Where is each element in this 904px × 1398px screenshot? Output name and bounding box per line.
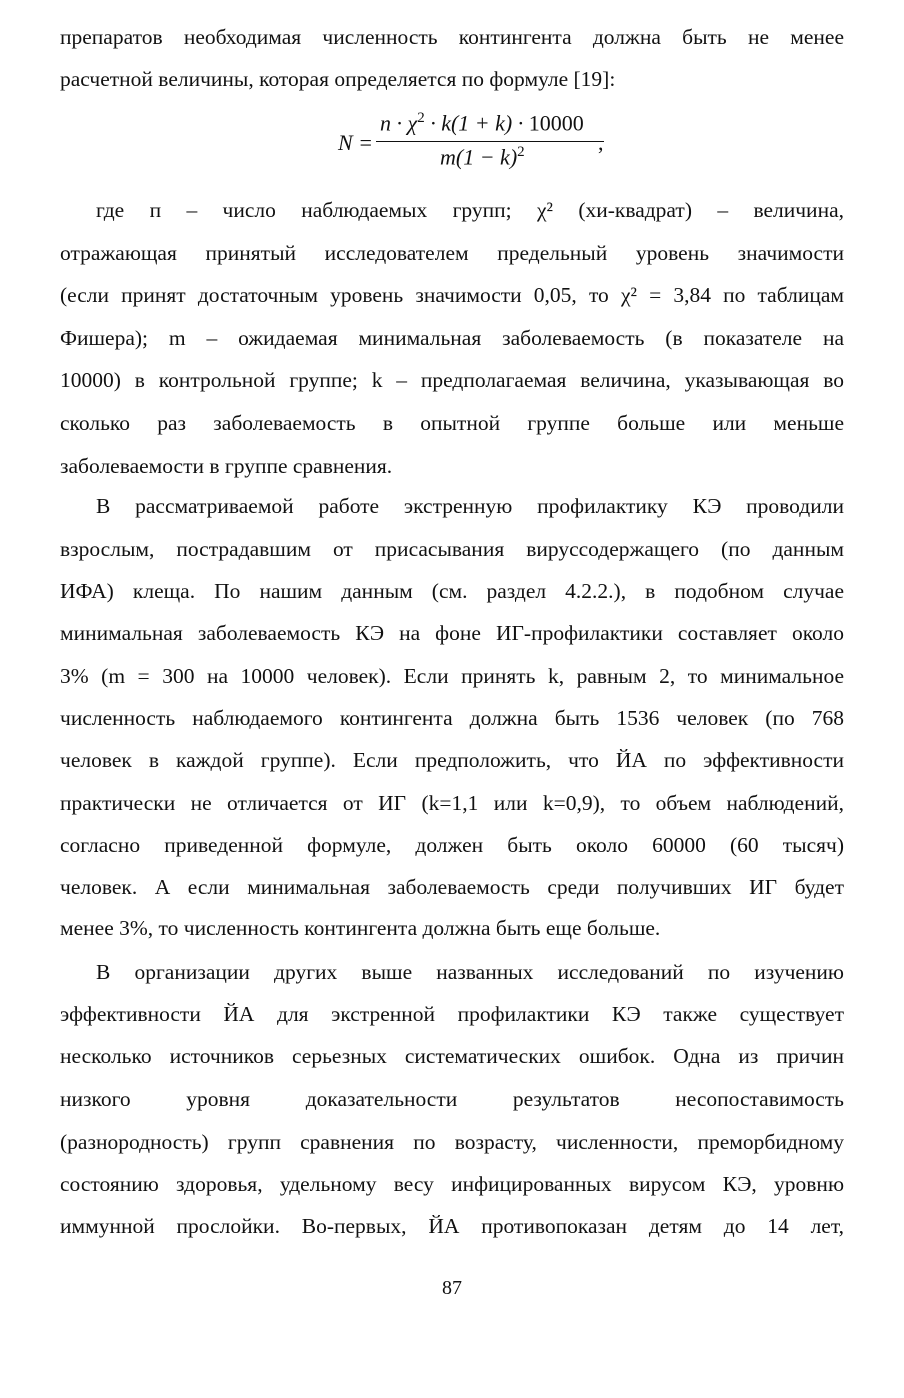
text-line: менее 3%, то численность контингента должна быть еще больше.: [60, 916, 661, 940]
text-line: практически не отличается от ИГ (k=1,1 или k=0,9), то объем наблюдений,: [60, 791, 844, 815]
text-line: численность наблюдаемого контингента должна быть 1536 человек (по 768: [60, 706, 844, 730]
text-line: где п – число наблюдаемых групп; χ² (хи-квадрат) – величина,: [96, 198, 844, 222]
text-line: состоянию здоровья, удельному весу инфицированных вирусом КЭ, уровню: [60, 1172, 844, 1196]
text-line: В организации других выше названных исследований по изучению: [96, 960, 844, 984]
text-line: 10000) в контрольной группе; k – предполагаемая величина, указывающая во: [60, 368, 844, 392]
formula: N = $n \cdot \chi^2 \cdot k(1 + k) \cdot 10000$ $m(1 - k)^2$ ,: [338, 110, 604, 170]
text-line: препаратов необходимая численность контингента должна быть не менее: [60, 25, 844, 49]
text-line: отражающая принятый исследователем предельный уровень значимости: [60, 241, 844, 265]
page-number: 87: [442, 1277, 462, 1299]
text-line: минимальная заболеваемость КЭ на фоне ИГ-профилактики составляет около: [60, 621, 844, 645]
text-line: расчетной величины, которая определяется по формуле [19]:: [60, 67, 616, 91]
text-line: ИФА) клеща. По нашим данным (см. раздел 4.2.2.), в подобном случае: [60, 579, 844, 603]
text-line: сколько раз заболеваемость в опытной группе больше или меньше: [60, 411, 844, 435]
text-line: низкого уровня доказательности результатов несопоставимость: [60, 1087, 844, 1111]
text-line: человек. А если минимальная заболеваемость среди получивших ИГ будет: [60, 875, 844, 899]
text-line: эффективности ЙА для экстренной профилактики КЭ также существует: [60, 1002, 844, 1026]
text-line: иммунной прослойки. Во-первых, ЙА противопоказан детям до 14 лет,: [60, 1214, 844, 1238]
text-line: (разнородность) групп сравнения по возрасту, численности, преморбидному: [60, 1130, 844, 1154]
text-line: взрослым, пострадавшим от присасывания вируссодержащего (по данным: [60, 537, 844, 561]
text-line: заболеваемости в группе сравнения.: [60, 454, 393, 478]
text-line: согласно приведенной формуле, должен быть около 60000 (60 тысяч): [60, 833, 844, 857]
text-line: В рассматриваемой работе экстренную профилактику КЭ проводили: [96, 494, 844, 518]
text-line: человек в каждой группе). Если предположить, что ЙА по эффективности: [60, 748, 844, 772]
text-line: Фишера); m – ожидаемая минимальная заболеваемость (в показателе на: [60, 326, 844, 350]
text-line: несколько источников серьезных систематических ошибок. Одна из причин: [60, 1044, 844, 1068]
text-line: 3% (m = 300 на 10000 человек). Если принять k, равным 2, то минимальное: [60, 664, 844, 688]
text-line: (если принят достаточным уровень значимости 0,05, то χ² = 3,84 по таблицам: [60, 283, 844, 307]
